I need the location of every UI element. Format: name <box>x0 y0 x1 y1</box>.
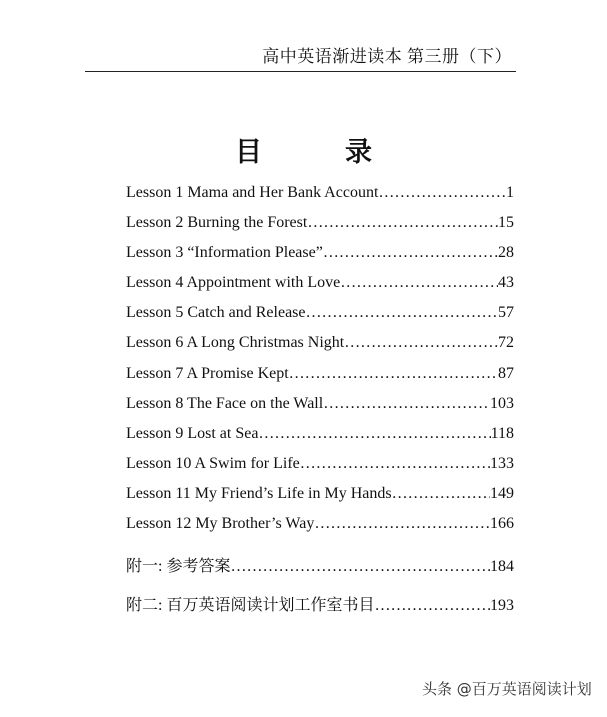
header-rule <box>85 71 516 72</box>
running-header: 高中英语渐进读本 第三册（下） <box>262 47 512 66</box>
toc-entry <box>126 515 514 545</box>
toc-entry <box>126 485 514 515</box>
toc-entry-label: Lesson 3 “Information Please” <box>126 244 323 262</box>
dot-leader <box>323 395 490 413</box>
toc-entry <box>126 592 514 631</box>
toc-entry-page: 15 <box>498 214 514 232</box>
toc-entry <box>126 553 514 592</box>
dot-leader <box>378 184 506 202</box>
toc-entry <box>126 214 514 244</box>
dot-leader <box>314 515 490 533</box>
dot-leader <box>323 244 498 262</box>
toc-entry <box>126 395 514 425</box>
toc-entry-label: Lesson 5 Catch and Release <box>126 304 306 322</box>
toc-entry-label: Lesson 6 A Long Christmas Night <box>126 334 345 352</box>
toc-entry-page: 43 <box>498 274 514 292</box>
toc-entry-label: Lesson 1 Mama and Her Bank Account <box>126 184 379 201</box>
toc-entry-label: 附二: 百万英语阅读计划工作室书目 <box>126 597 375 615</box>
toc-entry-page: 166 <box>490 515 514 533</box>
toc-entry-page: 149 <box>490 484 514 502</box>
toc-entry-page: 87 <box>498 364 514 382</box>
toc-entry-page: 103 <box>490 394 514 412</box>
toc-entry-label: Lesson 7 A Promise Kept <box>126 364 289 382</box>
toc-entry-label: Lesson 11 My Friend’s Life in My Hands <box>126 484 392 502</box>
toc-entry <box>126 334 514 364</box>
dot-leader <box>230 558 490 576</box>
dot-leader <box>300 455 490 473</box>
toc-entry-page: 72 <box>498 334 514 352</box>
toc-entry-label: Lesson 4 Appointment with Love <box>126 274 341 292</box>
toc-entry-label: Lesson 9 Lost at Sea <box>126 424 259 442</box>
toc-entry-page: 28 <box>498 244 514 262</box>
dot-leader <box>289 365 498 383</box>
toc-entry-page: 184 <box>490 558 514 576</box>
toc-entry <box>126 365 514 395</box>
toc-entry-page: 133 <box>490 454 514 472</box>
toc-entry-label: Lesson 8 The Face on the Wall <box>126 394 324 412</box>
toc-entry <box>126 304 514 334</box>
toc-entry <box>126 455 514 485</box>
dot-leader <box>307 214 498 232</box>
toc-entry <box>126 244 514 274</box>
dot-leader <box>344 334 498 352</box>
watermark: 头条 @百万英语阅读计划 <box>422 680 592 698</box>
dot-leader <box>306 304 499 322</box>
toc-entry <box>126 184 514 214</box>
toc-entry <box>126 274 514 304</box>
toc-entry-label: Lesson 2 Burning the Forest <box>126 214 308 232</box>
toc-entry <box>126 425 514 455</box>
dot-leader <box>374 597 490 615</box>
toc-entry-label: Lesson 10 A Swim for Life <box>126 454 300 472</box>
toc-entry-page: 57 <box>498 304 514 322</box>
toc-entry-label: Lesson 12 My Brother’s Way <box>126 515 315 533</box>
toc-entry-label: 附一: 参考答案 <box>126 558 231 576</box>
page-title: 目 录 <box>235 137 400 167</box>
toc-entry-page: 1 <box>506 184 514 201</box>
dot-leader <box>340 274 498 292</box>
dot-leader <box>392 485 490 503</box>
table-of-contents <box>126 184 514 631</box>
toc-entry-page: 193 <box>490 597 514 615</box>
dot-leader <box>258 425 490 443</box>
toc-entry-page: 118 <box>490 424 514 442</box>
